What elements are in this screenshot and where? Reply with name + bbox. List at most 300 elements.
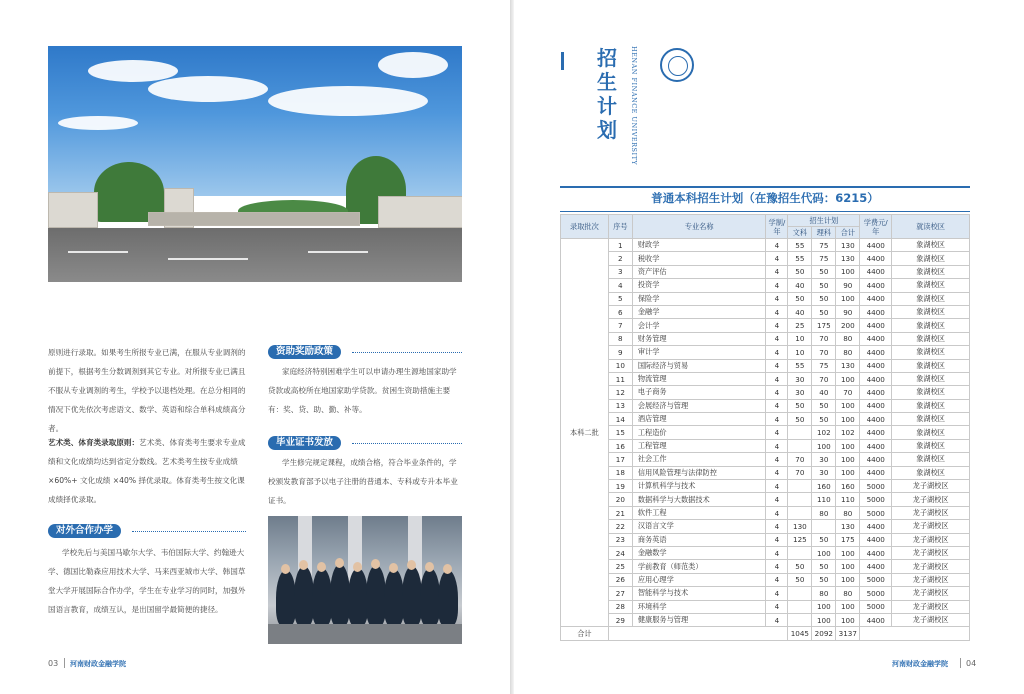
row-total: 100: [836, 439, 860, 452]
row-no: 15: [608, 426, 632, 439]
table-row: [561, 426, 970, 439]
row-major: 电子商务: [632, 386, 766, 399]
row-arts: [788, 506, 812, 519]
row-arts: 50: [788, 399, 812, 412]
table-row: [561, 480, 970, 493]
row-arts: 50: [788, 413, 812, 426]
right-page-number: 04: [966, 659, 977, 668]
row-years: 4: [766, 305, 788, 318]
row-major: 工程造价: [632, 426, 766, 439]
row-campus: 象湖校区: [892, 372, 970, 385]
row-arts: 50: [788, 265, 812, 278]
row-years: 4: [766, 239, 788, 252]
title-accent-bar: [561, 52, 564, 70]
row-campus: 象湖校区: [892, 346, 970, 359]
row-major: 会计学: [632, 319, 766, 332]
row-total: 100: [836, 466, 860, 479]
row-arts: 10: [788, 332, 812, 345]
row-major: 酒店管理: [632, 413, 766, 426]
row-arts: 130: [788, 520, 812, 533]
row-no: 24: [608, 546, 632, 559]
row-major: 金融数学: [632, 546, 766, 559]
row-no: 21: [608, 506, 632, 519]
row-years: 4: [766, 453, 788, 466]
row-science: 100: [812, 546, 836, 559]
table-row: [561, 587, 970, 600]
row-science: 30: [812, 453, 836, 466]
total-arts: 1045: [788, 627, 812, 640]
row-campus: 象湖校区: [892, 426, 970, 439]
row-arts: [788, 546, 812, 559]
row-no: 27: [608, 587, 632, 600]
row-no: 17: [608, 453, 632, 466]
row-campus: 象湖校区: [892, 332, 970, 345]
row-fee: 5000: [860, 573, 892, 586]
aid-section-text: 家庭经济特别困难学生可以申请办理生源地国家助学贷款或高校所在地国家助学贷款。贫困生资助措施主要有：奖、贷、助、勤、补等。: [268, 367, 457, 414]
table-row: [561, 252, 970, 265]
row-major: 物流管理: [632, 372, 766, 385]
row-major: 软件工程: [632, 506, 766, 519]
row-major: 金融学: [632, 305, 766, 318]
row-major: 应用心理学: [632, 573, 766, 586]
row-total: 200: [836, 319, 860, 332]
row-fee: 4400: [860, 560, 892, 573]
row-fee: 4400: [860, 292, 892, 305]
row-arts: 70: [788, 453, 812, 466]
left-page-number: 03: [48, 659, 59, 668]
table-row: [561, 533, 970, 546]
row-years: 4: [766, 426, 788, 439]
table-row: [561, 493, 970, 506]
row-years: 4: [766, 573, 788, 586]
row-fee: 5000: [860, 480, 892, 493]
row-total: 80: [836, 506, 860, 519]
university-emblem-icon: [660, 48, 694, 82]
row-total: 100: [836, 372, 860, 385]
row-science: 40: [812, 386, 836, 399]
row-total: 100: [836, 453, 860, 466]
table-row: [561, 386, 970, 399]
aid-section-header: 资助奖励政策: [268, 345, 341, 359]
row-arts: 10: [788, 346, 812, 359]
row-major: 税收学: [632, 252, 766, 265]
row-total: 160: [836, 480, 860, 493]
row-no: 1: [608, 239, 632, 252]
row-total: 175: [836, 533, 860, 546]
row-no: 23: [608, 533, 632, 546]
row-fee: 4400: [860, 613, 892, 626]
row-no: 3: [608, 265, 632, 278]
row-science: [812, 520, 836, 533]
row-no: 8: [608, 332, 632, 345]
row-science: 175: [812, 319, 836, 332]
row-campus: 龙子湖校区: [892, 520, 970, 533]
table-row: [561, 239, 970, 252]
empty-cell: [608, 627, 788, 640]
row-total: 90: [836, 279, 860, 292]
coop-section-text: 学校先后与美国马歇尔大学、韦伯国际大学、约翰逊大学、德国比勒森应用技术大学、马来西亚城市大学、韩国草堂大学开展国际合作办学，学生在专业学习的同时，加强外国语言教育，成绩互认，是出国留学最简便的捷径。: [48, 548, 246, 614]
enrollment-plan-table: [560, 214, 970, 641]
row-major: 环境科学: [632, 600, 766, 613]
row-campus: 龙子湖校区: [892, 587, 970, 600]
row-years: 4: [766, 613, 788, 626]
row-years: 4: [766, 506, 788, 519]
row-arts: 30: [788, 372, 812, 385]
table-row: [561, 332, 970, 345]
row-fee: 4400: [860, 252, 892, 265]
row-total: 90: [836, 305, 860, 318]
row-campus: 象湖校区: [892, 453, 970, 466]
row-arts: [788, 439, 812, 452]
row-no: 14: [608, 413, 632, 426]
row-total: 80: [836, 346, 860, 359]
row-fee: 5000: [860, 587, 892, 600]
row-fee: 4400: [860, 439, 892, 452]
left-page: [0, 0, 510, 694]
row-major: 智能科学与技术: [632, 587, 766, 600]
row-total: 100: [836, 613, 860, 626]
row-fee: 4400: [860, 372, 892, 385]
row-years: 4: [766, 346, 788, 359]
row-science: 50: [812, 399, 836, 412]
row-campus: 象湖校区: [892, 413, 970, 426]
row-no: 16: [608, 439, 632, 452]
row-campus: 象湖校区: [892, 439, 970, 452]
row-major: 学前教育（师范类）: [632, 560, 766, 573]
row-science: 110: [812, 493, 836, 506]
row-years: 4: [766, 520, 788, 533]
row-campus: 象湖校区: [892, 466, 970, 479]
col-years: 学制/年: [766, 215, 788, 239]
col-major: 专业名称: [632, 215, 766, 239]
row-campus: 龙子湖校区: [892, 506, 970, 519]
row-major: 审计学: [632, 346, 766, 359]
row-campus: 象湖校区: [892, 319, 970, 332]
row-major: 信用风险管理与法律防控: [632, 466, 766, 479]
row-no: 22: [608, 520, 632, 533]
row-total: 130: [836, 520, 860, 533]
row-science: 75: [812, 239, 836, 252]
row-total: 70: [836, 386, 860, 399]
right-footer-logo: 河南财政金融学院: [892, 660, 948, 668]
table-row: [561, 279, 970, 292]
row-campus: 龙子湖校区: [892, 613, 970, 626]
row-years: 4: [766, 319, 788, 332]
row-arts: 55: [788, 239, 812, 252]
row-arts: [788, 426, 812, 439]
row-campus: 象湖校区: [892, 252, 970, 265]
row-years: 4: [766, 546, 788, 559]
total-label: 合计: [561, 627, 609, 640]
row-science: 50: [812, 573, 836, 586]
col-total: 合计: [836, 227, 860, 239]
university-english-name: HENAN FINANCE UNIVERSITY: [630, 46, 638, 166]
row-science: 50: [812, 413, 836, 426]
table-row: [561, 292, 970, 305]
row-campus: 象湖校区: [892, 399, 970, 412]
row-science: 30: [812, 466, 836, 479]
row-no: 13: [608, 399, 632, 412]
arts-sports-principle: [48, 433, 246, 509]
row-major: 财政学: [632, 239, 766, 252]
row-major: 汉语言文学: [632, 520, 766, 533]
row-years: 4: [766, 493, 788, 506]
row-no: 28: [608, 600, 632, 613]
row-total: 100: [836, 265, 860, 278]
row-fee: 4400: [860, 399, 892, 412]
row-campus: 象湖校区: [892, 359, 970, 372]
table-row: [561, 399, 970, 412]
total-row: [561, 627, 970, 640]
row-no: 19: [608, 480, 632, 493]
row-years: 4: [766, 399, 788, 412]
batch-cell: 本科二批: [561, 239, 609, 627]
row-fee: 4400: [860, 359, 892, 372]
row-science: 50: [812, 560, 836, 573]
row-campus: 龙子湖校区: [892, 493, 970, 506]
row-years: 4: [766, 439, 788, 452]
row-years: 4: [766, 279, 788, 292]
col-no: 序号: [608, 215, 632, 239]
arts-sports-text: 艺术类、体育类考生要求专业成绩和文化成绩均达到省定分数线。艺术类考生按专业成绩 ×60%+ 文化成绩 ×40% 择优录取。体育类考生按文化课成绩择优录取。: [48, 438, 246, 504]
row-campus: 龙子湖校区: [892, 546, 970, 559]
col-batch: 录取批次: [561, 215, 609, 239]
row-fee: 4400: [860, 332, 892, 345]
table-row: [561, 319, 970, 332]
row-arts: 70: [788, 466, 812, 479]
row-arts: 55: [788, 252, 812, 265]
row-fee: 4400: [860, 319, 892, 332]
col-fee: 学费元/年: [860, 215, 892, 239]
row-major: 财务管理: [632, 332, 766, 345]
row-no: 25: [608, 560, 632, 573]
row-science: 80: [812, 506, 836, 519]
row-no: 5: [608, 292, 632, 305]
row-no: 6: [608, 305, 632, 318]
row-campus: 象湖校区: [892, 239, 970, 252]
row-major: 会展经济与管理: [632, 399, 766, 412]
row-campus: 龙子湖校区: [892, 533, 970, 546]
row-years: 4: [766, 252, 788, 265]
row-arts: 55: [788, 359, 812, 372]
row-major: 国际经济与贸易: [632, 359, 766, 372]
row-arts: [788, 480, 812, 493]
row-science: 50: [812, 292, 836, 305]
row-major: 商务英语: [632, 533, 766, 546]
row-years: 4: [766, 480, 788, 493]
row-campus: 象湖校区: [892, 292, 970, 305]
row-arts: [788, 587, 812, 600]
table-row: [561, 573, 970, 586]
row-arts: 40: [788, 279, 812, 292]
row-no: 10: [608, 359, 632, 372]
row-years: 4: [766, 292, 788, 305]
row-total: 100: [836, 560, 860, 573]
row-campus: 象湖校区: [892, 265, 970, 278]
cert-section-text: 学生修完规定课程，成绩合格，符合毕业条件的，学校颁发教育部予以电子注册的普通本、专科或专升本毕业证书。: [268, 458, 458, 505]
row-years: 4: [766, 332, 788, 345]
row-no: 2: [608, 252, 632, 265]
row-arts: 40: [788, 305, 812, 318]
table-row: [561, 560, 970, 573]
row-no: 20: [608, 493, 632, 506]
row-science: 50: [812, 305, 836, 318]
row-major: 投资学: [632, 279, 766, 292]
row-total: 80: [836, 332, 860, 345]
row-fee: 4400: [860, 346, 892, 359]
row-fee: 4400: [860, 533, 892, 546]
row-total: 100: [836, 399, 860, 412]
row-arts: [788, 613, 812, 626]
table-row: [561, 359, 970, 372]
row-fee: 4400: [860, 453, 892, 466]
row-major: 计算机科学与技术: [632, 480, 766, 493]
row-arts: 125: [788, 533, 812, 546]
row-arts: [788, 600, 812, 613]
row-no: 18: [608, 466, 632, 479]
row-years: 4: [766, 372, 788, 385]
table-row: [561, 520, 970, 533]
col-plan: 招生计划: [788, 215, 860, 227]
row-major: 工程管理: [632, 439, 766, 452]
row-total: 100: [836, 573, 860, 586]
row-science: 100: [812, 613, 836, 626]
row-years: 4: [766, 413, 788, 426]
row-arts: [788, 493, 812, 506]
row-total: 130: [836, 239, 860, 252]
row-no: 26: [608, 573, 632, 586]
row-science: 100: [812, 439, 836, 452]
row-fee: 5000: [860, 600, 892, 613]
admission-principle-text: 原则进行录取。如果考生所报专业已满，在服从专业调剂的前提下，根据考生分数调剂到其它专业。对所报专业已满且不服从专业调剂的考生，学校予以退档处理。在总分相同的情况下优先依次考虑语文、数学、英语和综合单科成绩高分者。: [48, 348, 246, 433]
table-row: [561, 600, 970, 613]
row-total: 110: [836, 493, 860, 506]
row-total: 100: [836, 292, 860, 305]
left-footer-logo: 河南财政金融学院: [70, 660, 126, 668]
table-row: [561, 546, 970, 559]
row-major: 健康服务与管理: [632, 613, 766, 626]
row-no: 4: [608, 279, 632, 292]
col-campus: 就读校区: [892, 215, 970, 239]
row-science: 75: [812, 252, 836, 265]
row-science: 102: [812, 426, 836, 439]
row-fee: 4400: [860, 305, 892, 318]
total-science: 2092: [812, 627, 836, 640]
row-major: 保险学: [632, 292, 766, 305]
row-fee: 4400: [860, 546, 892, 559]
row-years: 4: [766, 466, 788, 479]
row-fee: 4400: [860, 466, 892, 479]
row-years: 4: [766, 533, 788, 546]
row-fee: 5000: [860, 506, 892, 519]
row-fee: 5000: [860, 493, 892, 506]
row-total: 100: [836, 600, 860, 613]
col-science: 理科: [812, 227, 836, 239]
row-years: 4: [766, 560, 788, 573]
table-row: [561, 439, 970, 452]
row-no: 12: [608, 386, 632, 399]
row-years: 4: [766, 386, 788, 399]
coop-section-header: 对外合作办学: [48, 524, 121, 538]
row-campus: 龙子湖校区: [892, 600, 970, 613]
table-row: [561, 372, 970, 385]
row-science: 75: [812, 359, 836, 372]
empty-cell: [860, 627, 970, 640]
row-no: 9: [608, 346, 632, 359]
row-no: 11: [608, 372, 632, 385]
row-total: 102: [836, 426, 860, 439]
row-total: 80: [836, 587, 860, 600]
row-arts: 30: [788, 386, 812, 399]
table-title: 普通本科招生计划（在豫招生代码：6215）: [651, 191, 879, 205]
row-arts: 50: [788, 292, 812, 305]
row-science: 100: [812, 600, 836, 613]
row-science: 50: [812, 279, 836, 292]
row-campus: 象湖校区: [892, 305, 970, 318]
row-arts: 50: [788, 573, 812, 586]
table-row: [561, 506, 970, 519]
campus-gate-photo: [48, 46, 462, 282]
graduation-group-photo: [268, 516, 462, 644]
table-row: [561, 265, 970, 278]
row-campus: 象湖校区: [892, 279, 970, 292]
row-fee: 4400: [860, 386, 892, 399]
table-row: [561, 466, 970, 479]
right-page: [514, 0, 1024, 694]
row-fee: 4400: [860, 279, 892, 292]
row-years: 4: [766, 587, 788, 600]
row-campus: 象湖校区: [892, 386, 970, 399]
row-science: 70: [812, 332, 836, 345]
table-row: [561, 346, 970, 359]
row-years: 4: [766, 600, 788, 613]
row-science: 70: [812, 346, 836, 359]
cert-section-header: 毕业证书发放: [268, 436, 341, 450]
row-no: 29: [608, 613, 632, 626]
row-science: 70: [812, 372, 836, 385]
row-campus: 龙子湖校区: [892, 573, 970, 586]
row-major: 数据科学与大数据技术: [632, 493, 766, 506]
row-fee: 4400: [860, 239, 892, 252]
col-arts: 文科: [788, 227, 812, 239]
row-total: 100: [836, 546, 860, 559]
row-fee: 4400: [860, 413, 892, 426]
row-science: 80: [812, 587, 836, 600]
row-arts: 25: [788, 319, 812, 332]
row-years: 4: [766, 359, 788, 372]
row-total: 130: [836, 252, 860, 265]
table-row: [561, 453, 970, 466]
arts-sports-label: 艺术类、体育类录取原则：: [48, 438, 140, 447]
row-fee: 4400: [860, 265, 892, 278]
row-major: 资产评估: [632, 265, 766, 278]
table-row: [561, 613, 970, 626]
table-row: [561, 413, 970, 426]
row-fee: 4400: [860, 520, 892, 533]
table-row: [561, 305, 970, 318]
row-no: 7: [608, 319, 632, 332]
row-years: 4: [766, 265, 788, 278]
row-campus: 龙子湖校区: [892, 480, 970, 493]
row-fee: 4400: [860, 426, 892, 439]
row-campus: 龙子湖校区: [892, 560, 970, 573]
page-title: 招 生 计 划: [597, 46, 617, 142]
row-science: 50: [812, 265, 836, 278]
row-major: 社会工作: [632, 453, 766, 466]
row-total: 130: [836, 359, 860, 372]
row-total: 100: [836, 413, 860, 426]
row-science: 50: [812, 533, 836, 546]
